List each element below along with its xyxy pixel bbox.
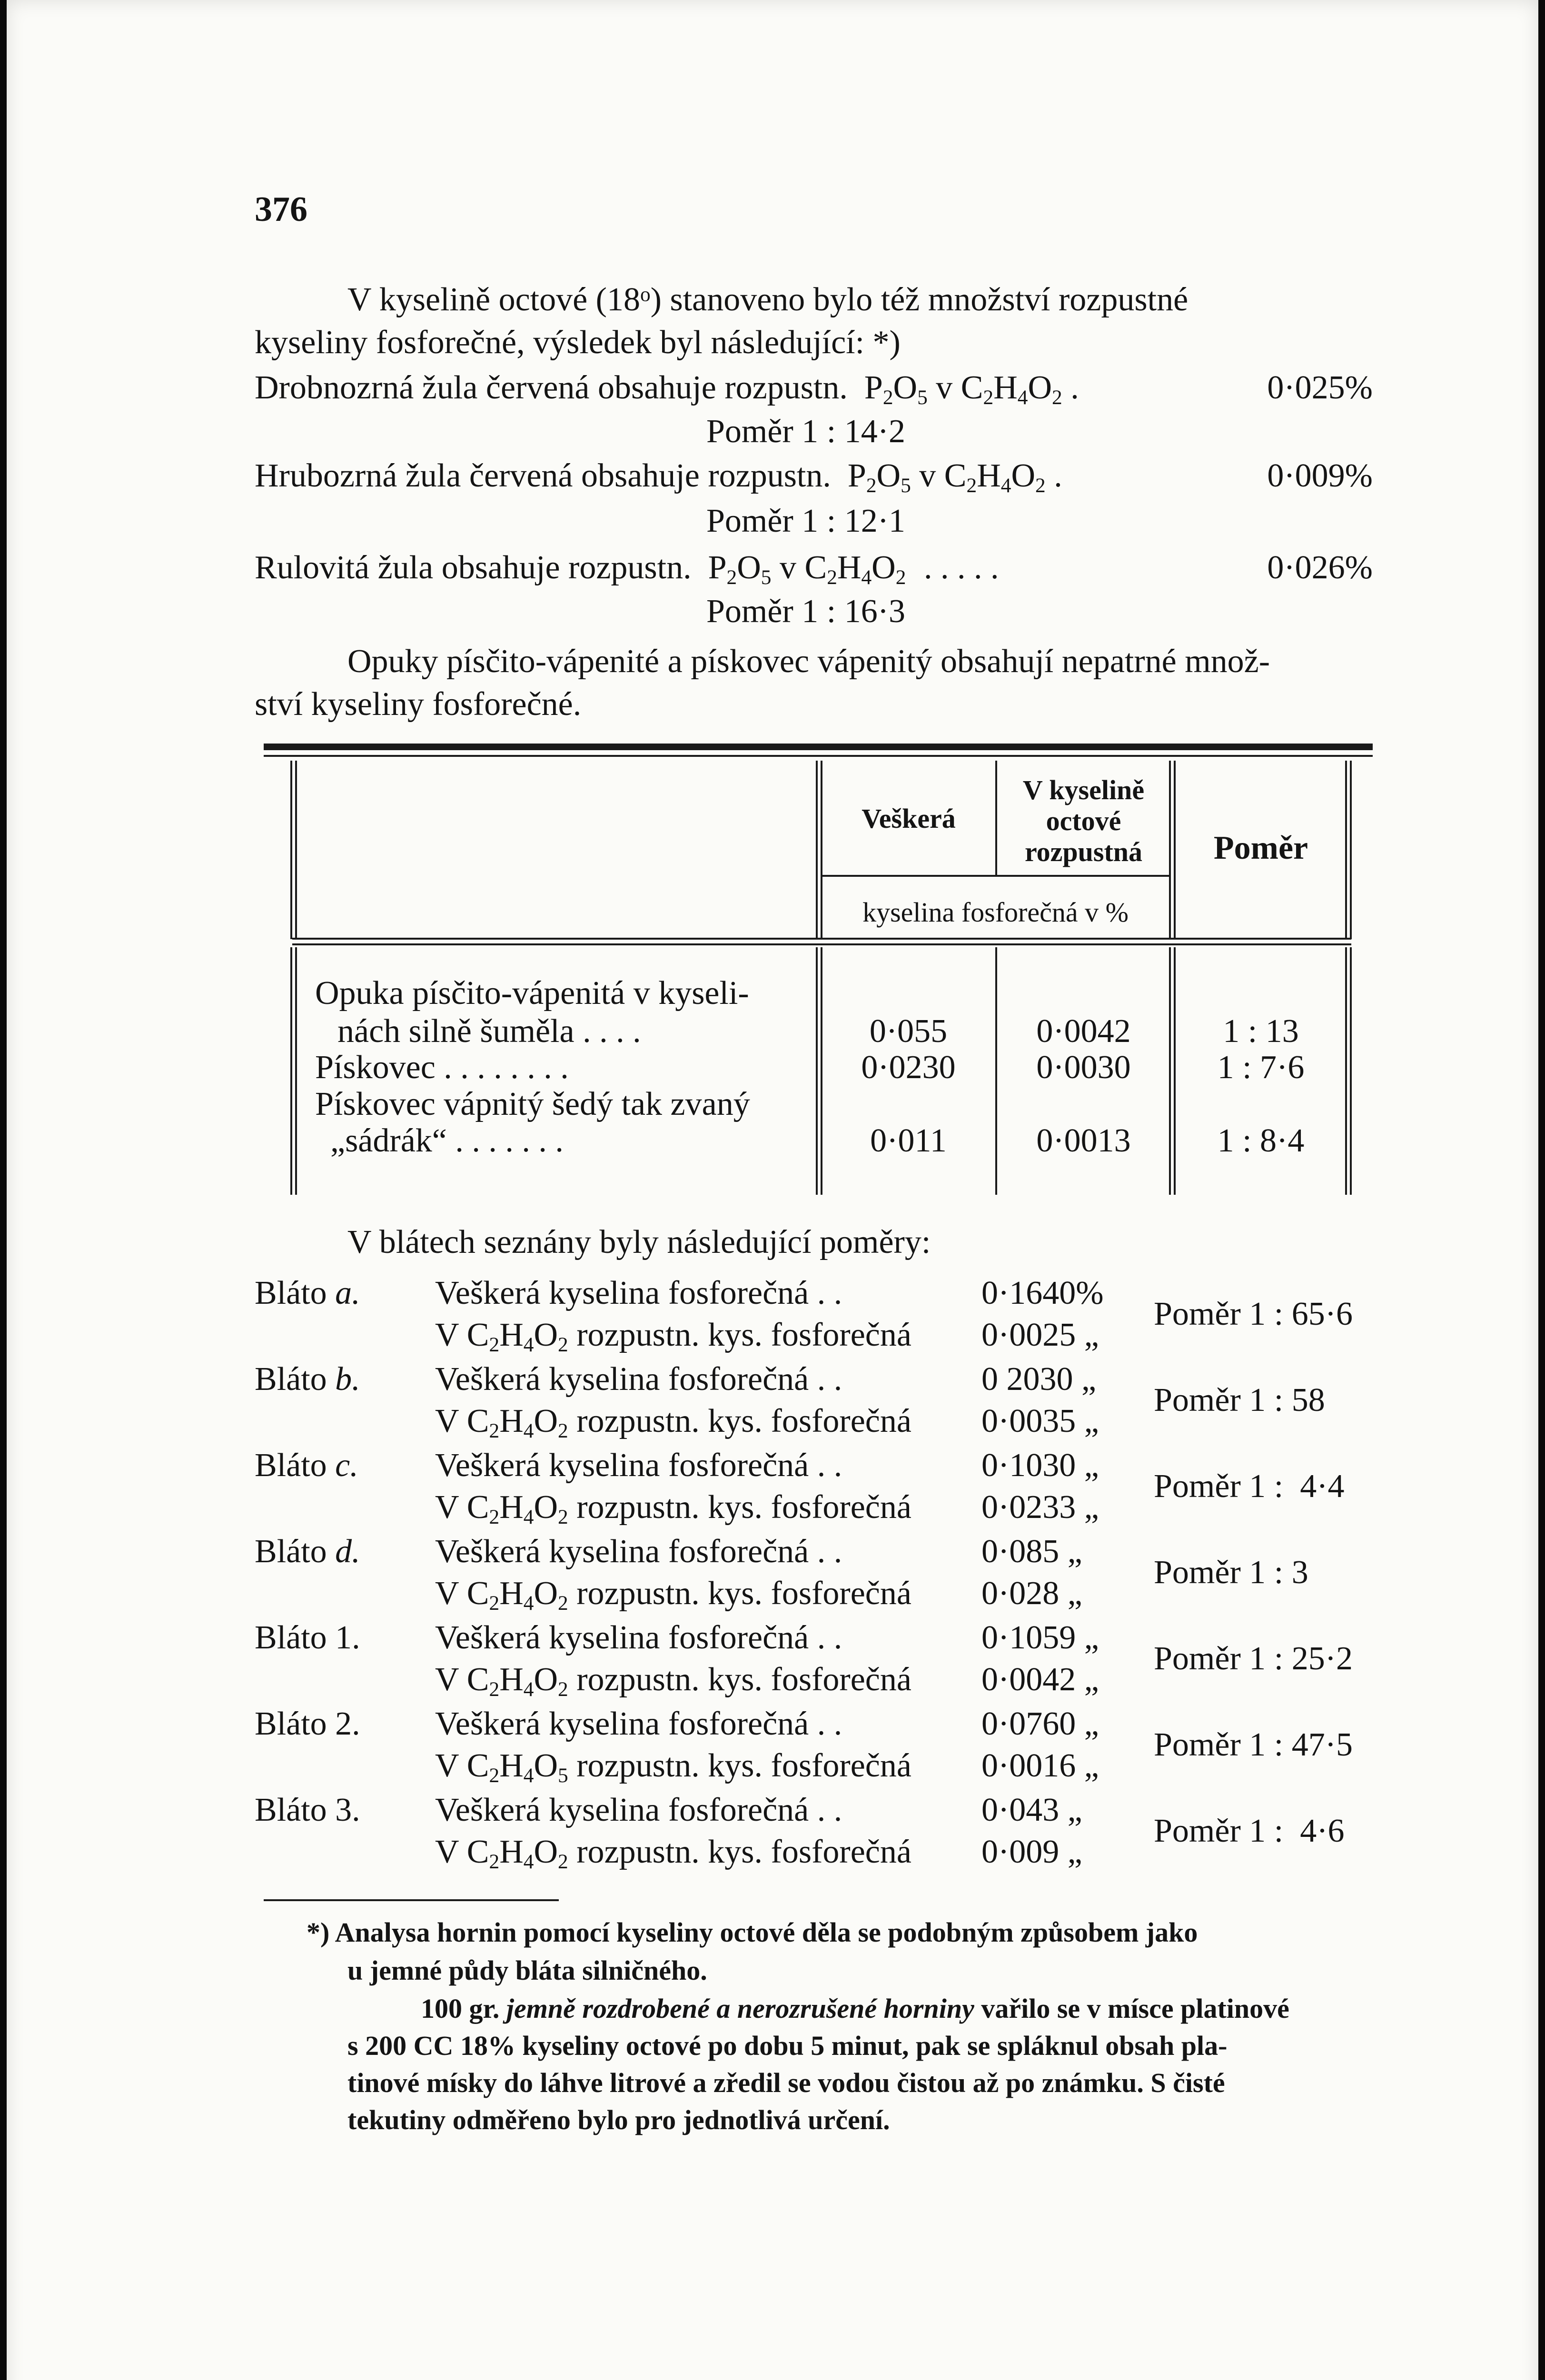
leader-dots: . — [1070, 369, 1079, 406]
page-number: 376 — [255, 190, 307, 229]
row-acetic: 0·0030 — [1036, 1049, 1131, 1086]
formula-p2o5: $P_2O_5$ v $C_2H_4O_2$ — [864, 369, 1062, 409]
mud-acetic-value: 0·0042 „ — [981, 1661, 1099, 1698]
mud-acetic-label: V $C_2H_4O_2$ rozpustn. kys. fosforečná — [435, 1661, 911, 1701]
mud-total-value: 0·043 „ — [981, 1792, 1082, 1828]
leader-dots: . . . . . — [923, 549, 999, 586]
mud-total-value: 0 2030 „ — [981, 1361, 1097, 1398]
leader-dots: . — [1054, 457, 1062, 494]
mud-acetic-label: V $C_2H_4O_5$ rozpustn. kys. fosforečná — [435, 1747, 911, 1787]
footnote-italic: jemně rozdrobené a nerozrušené horniny — [506, 1993, 974, 2024]
mud-total-value: 0·1640% — [981, 1275, 1104, 1311]
row-ratio: 1 : 7·6 — [1217, 1049, 1305, 1086]
mud-intro: V blátech seznány byly následující poměry: — [347, 1224, 931, 1260]
mud-label: Bláto 3. — [255, 1792, 360, 1828]
mud-acetic-label: V $C_2H_4O_2$ rozpustn. kys. fosforečná — [435, 1317, 911, 1357]
mud-total-value: 0·0760 „ — [981, 1706, 1099, 1742]
mud-total-label: Veškerá kyselina fosforečná . . — [435, 1275, 842, 1311]
footnote-line-1: *) Analysa hornin pomocí kyseliny octové děla se podobným způsobem jako — [307, 1917, 1198, 1948]
footnote-text: vařilo se v mísce platinové — [981, 1993, 1289, 2024]
granite-ratio: Poměr 1 : 12·1 — [706, 503, 906, 539]
row-total: 0·055 — [869, 1013, 948, 1050]
formula-p2o5: $P_2O_5$ v $C_2H_4O_2$ — [847, 457, 1046, 497]
granite-label: Hrubozrná žula červená obsahuje rozpustn. — [255, 457, 831, 494]
mud-label: Bláto c. — [255, 1447, 358, 1484]
row-acetic: 0·0042 — [1036, 1013, 1131, 1050]
granite-row — [255, 367, 1079, 409]
mud-ratio: Poměr 1 : 47·5 — [1154, 1726, 1353, 1763]
table-header-bottom-rule — [292, 943, 1351, 945]
intro-text-a: V kyselině octové (18 — [347, 281, 640, 318]
footnote-line-2: u jemné půdy bláta silničného. — [347, 1955, 707, 1986]
granite-row — [255, 546, 999, 589]
table-header-bottom-rule — [292, 938, 1351, 940]
granite-ratio: Poměr 1 : 14·2 — [706, 413, 906, 450]
table-head-total: Veškerá — [862, 803, 956, 834]
mud-total-label: Veškerá kyselina fosforečná . . — [435, 1361, 842, 1398]
mud-label: Bláto a. — [255, 1275, 360, 1311]
granite-value: 0·025% — [1267, 369, 1373, 406]
table-vline — [1350, 947, 1352, 1195]
mud-acetic-label: V $C_2H_4O_2$ rozpustn. kys. fosforečná — [435, 1575, 911, 1615]
opuky-line-1: Opuky písčito-vápenité a pískovec vápenitý obsahují nepatrné množ- — [347, 643, 1270, 680]
mud-total-label: Veškerá kyselina fosforečná . . — [435, 1792, 842, 1828]
mud-label: Bláto b. — [255, 1361, 360, 1398]
table-head-acetic-2: octové — [1046, 805, 1121, 836]
mud-acetic-label: V $C_2H_4O_2$ rozpustn. kys. fosforečná — [435, 1489, 911, 1529]
table-header-midrule — [821, 875, 1170, 877]
intro-line-1 — [347, 278, 1371, 321]
mud-ratio: Poměr 1 : 4·6 — [1154, 1813, 1345, 1849]
table-head-ratio: Poměr — [1213, 830, 1308, 866]
mud-acetic-value: 0·0233 „ — [981, 1489, 1099, 1526]
row-name-1: Opuka písčito-vápenitá v kyseli- — [315, 975, 749, 1012]
mud-acetic-value: 0·0016 „ — [981, 1747, 1099, 1784]
row-ratio: 1 : 13 — [1223, 1013, 1299, 1050]
table-head-acetic-3: rozpustná — [1024, 836, 1143, 867]
book-page — [7, 0, 1538, 2380]
footnote-line-4: s 200 CC 18% kyseliny octové po dobu 5 minut, pak se spláknul obsah pla- — [347, 2030, 1228, 2061]
footnote-amount: 100 gr. — [421, 1993, 500, 2024]
mud-total-label: Veškerá kyselina fosforečná . . — [435, 1706, 842, 1742]
row-acetic: 0·0013 — [1036, 1122, 1131, 1159]
table-vline — [290, 947, 292, 1195]
opuky-line-2: ství kyseliny fosforečné. — [255, 686, 582, 723]
table-top-rule-thin — [264, 755, 1373, 757]
intro-line-2: kyseliny fosforečné, výsledek byl následující: *) — [255, 324, 901, 361]
granite-row — [255, 455, 1062, 497]
mud-label: Bláto 2. — [255, 1706, 360, 1742]
mud-acetic-label: V $C_2H_4O_2$ rozpustn. kys. fosforečná — [435, 1834, 911, 1874]
granite-value: 0·009% — [1267, 457, 1373, 494]
footnote-line-3 — [421, 1990, 1289, 2028]
table-vline — [1350, 761, 1352, 939]
granite-ratio: Poměr 1 : 16·3 — [706, 593, 906, 630]
row-total: 0·0230 — [861, 1049, 956, 1086]
mud-total-label: Veškerá kyselina fosforečná . . — [435, 1447, 842, 1484]
table-top-rule — [264, 744, 1373, 750]
granite-value: 0·026% — [1267, 549, 1373, 586]
mud-total-value: 0·1059 „ — [981, 1619, 1099, 1656]
table-vline — [295, 761, 297, 939]
intro-text-c: ) stanoveno bylo též množství rozpustné — [650, 281, 1188, 318]
footnote-rule — [264, 1899, 559, 1901]
table-head-acetic-1: V kyselině — [1022, 774, 1145, 805]
granite-label: Rulovitá žula obsahuje rozpustn. — [255, 549, 692, 586]
mud-total-value: 0·1030 „ — [981, 1447, 1099, 1484]
mud-ratio: Poměr 1 : 3 — [1154, 1554, 1308, 1591]
mud-label: Bláto 1. — [255, 1619, 360, 1656]
mud-acetic-value: 0·028 „ — [981, 1575, 1082, 1612]
formula-p2o5: $P_2O_5$ v $C_2H_4O_2$ — [708, 549, 906, 589]
mud-acetic-value: 0·0035 „ — [981, 1403, 1099, 1439]
row-name-1: Pískovec vápnitý šedý tak zvaný — [315, 1086, 750, 1122]
granite-label: Drobnozrná žula červená obsahuje rozpustn. — [255, 369, 848, 406]
mud-total-value: 0·085 „ — [981, 1533, 1082, 1570]
row-name-2: nách silně šuměla . . . . — [337, 1013, 641, 1050]
row-ratio: 1 : 8·4 — [1217, 1122, 1305, 1159]
intro-sup: o — [640, 283, 651, 306]
table-vline — [816, 761, 818, 939]
footnote-line-6: tekutiny odměřeno bylo pro jednotlivá určení. — [347, 2104, 890, 2135]
mud-ratio: Poměr 1 : 58 — [1154, 1382, 1325, 1418]
table-vline — [290, 761, 292, 939]
footnote-line-5: tinové mísky do láhve litrové a zředil se vodou čistou až po známku. S čisté — [347, 2067, 1225, 2098]
mud-ratio: Poměr 1 : 25·2 — [1154, 1640, 1353, 1677]
mud-label: Bláto d. — [255, 1533, 360, 1570]
mud-ratio: Poměr 1 : 4·4 — [1154, 1468, 1345, 1505]
mud-acetic-label: V $C_2H_4O_2$ rozpustn. kys. fosforečná — [435, 1403, 911, 1443]
mud-total-label: Veškerá kyselina fosforečná . . — [435, 1619, 842, 1656]
table-vline — [295, 947, 297, 1195]
row-name-2: „sádrák“ . . . . . . . — [330, 1122, 564, 1159]
mud-ratio: Poměr 1 : 65·6 — [1154, 1296, 1353, 1332]
row-total: 0·011 — [870, 1122, 947, 1159]
mud-total-label: Veškerá kyselina fosforečná . . — [435, 1533, 842, 1570]
table-vline — [816, 947, 818, 1195]
table-head-sub: kyselina fosforečná v % — [862, 897, 1129, 928]
mud-acetic-value: 0·009 „ — [981, 1834, 1082, 1870]
row-name-2: Pískovec . . . . . . . . — [315, 1049, 569, 1086]
mud-acetic-value: 0·0025 „ — [981, 1317, 1099, 1353]
